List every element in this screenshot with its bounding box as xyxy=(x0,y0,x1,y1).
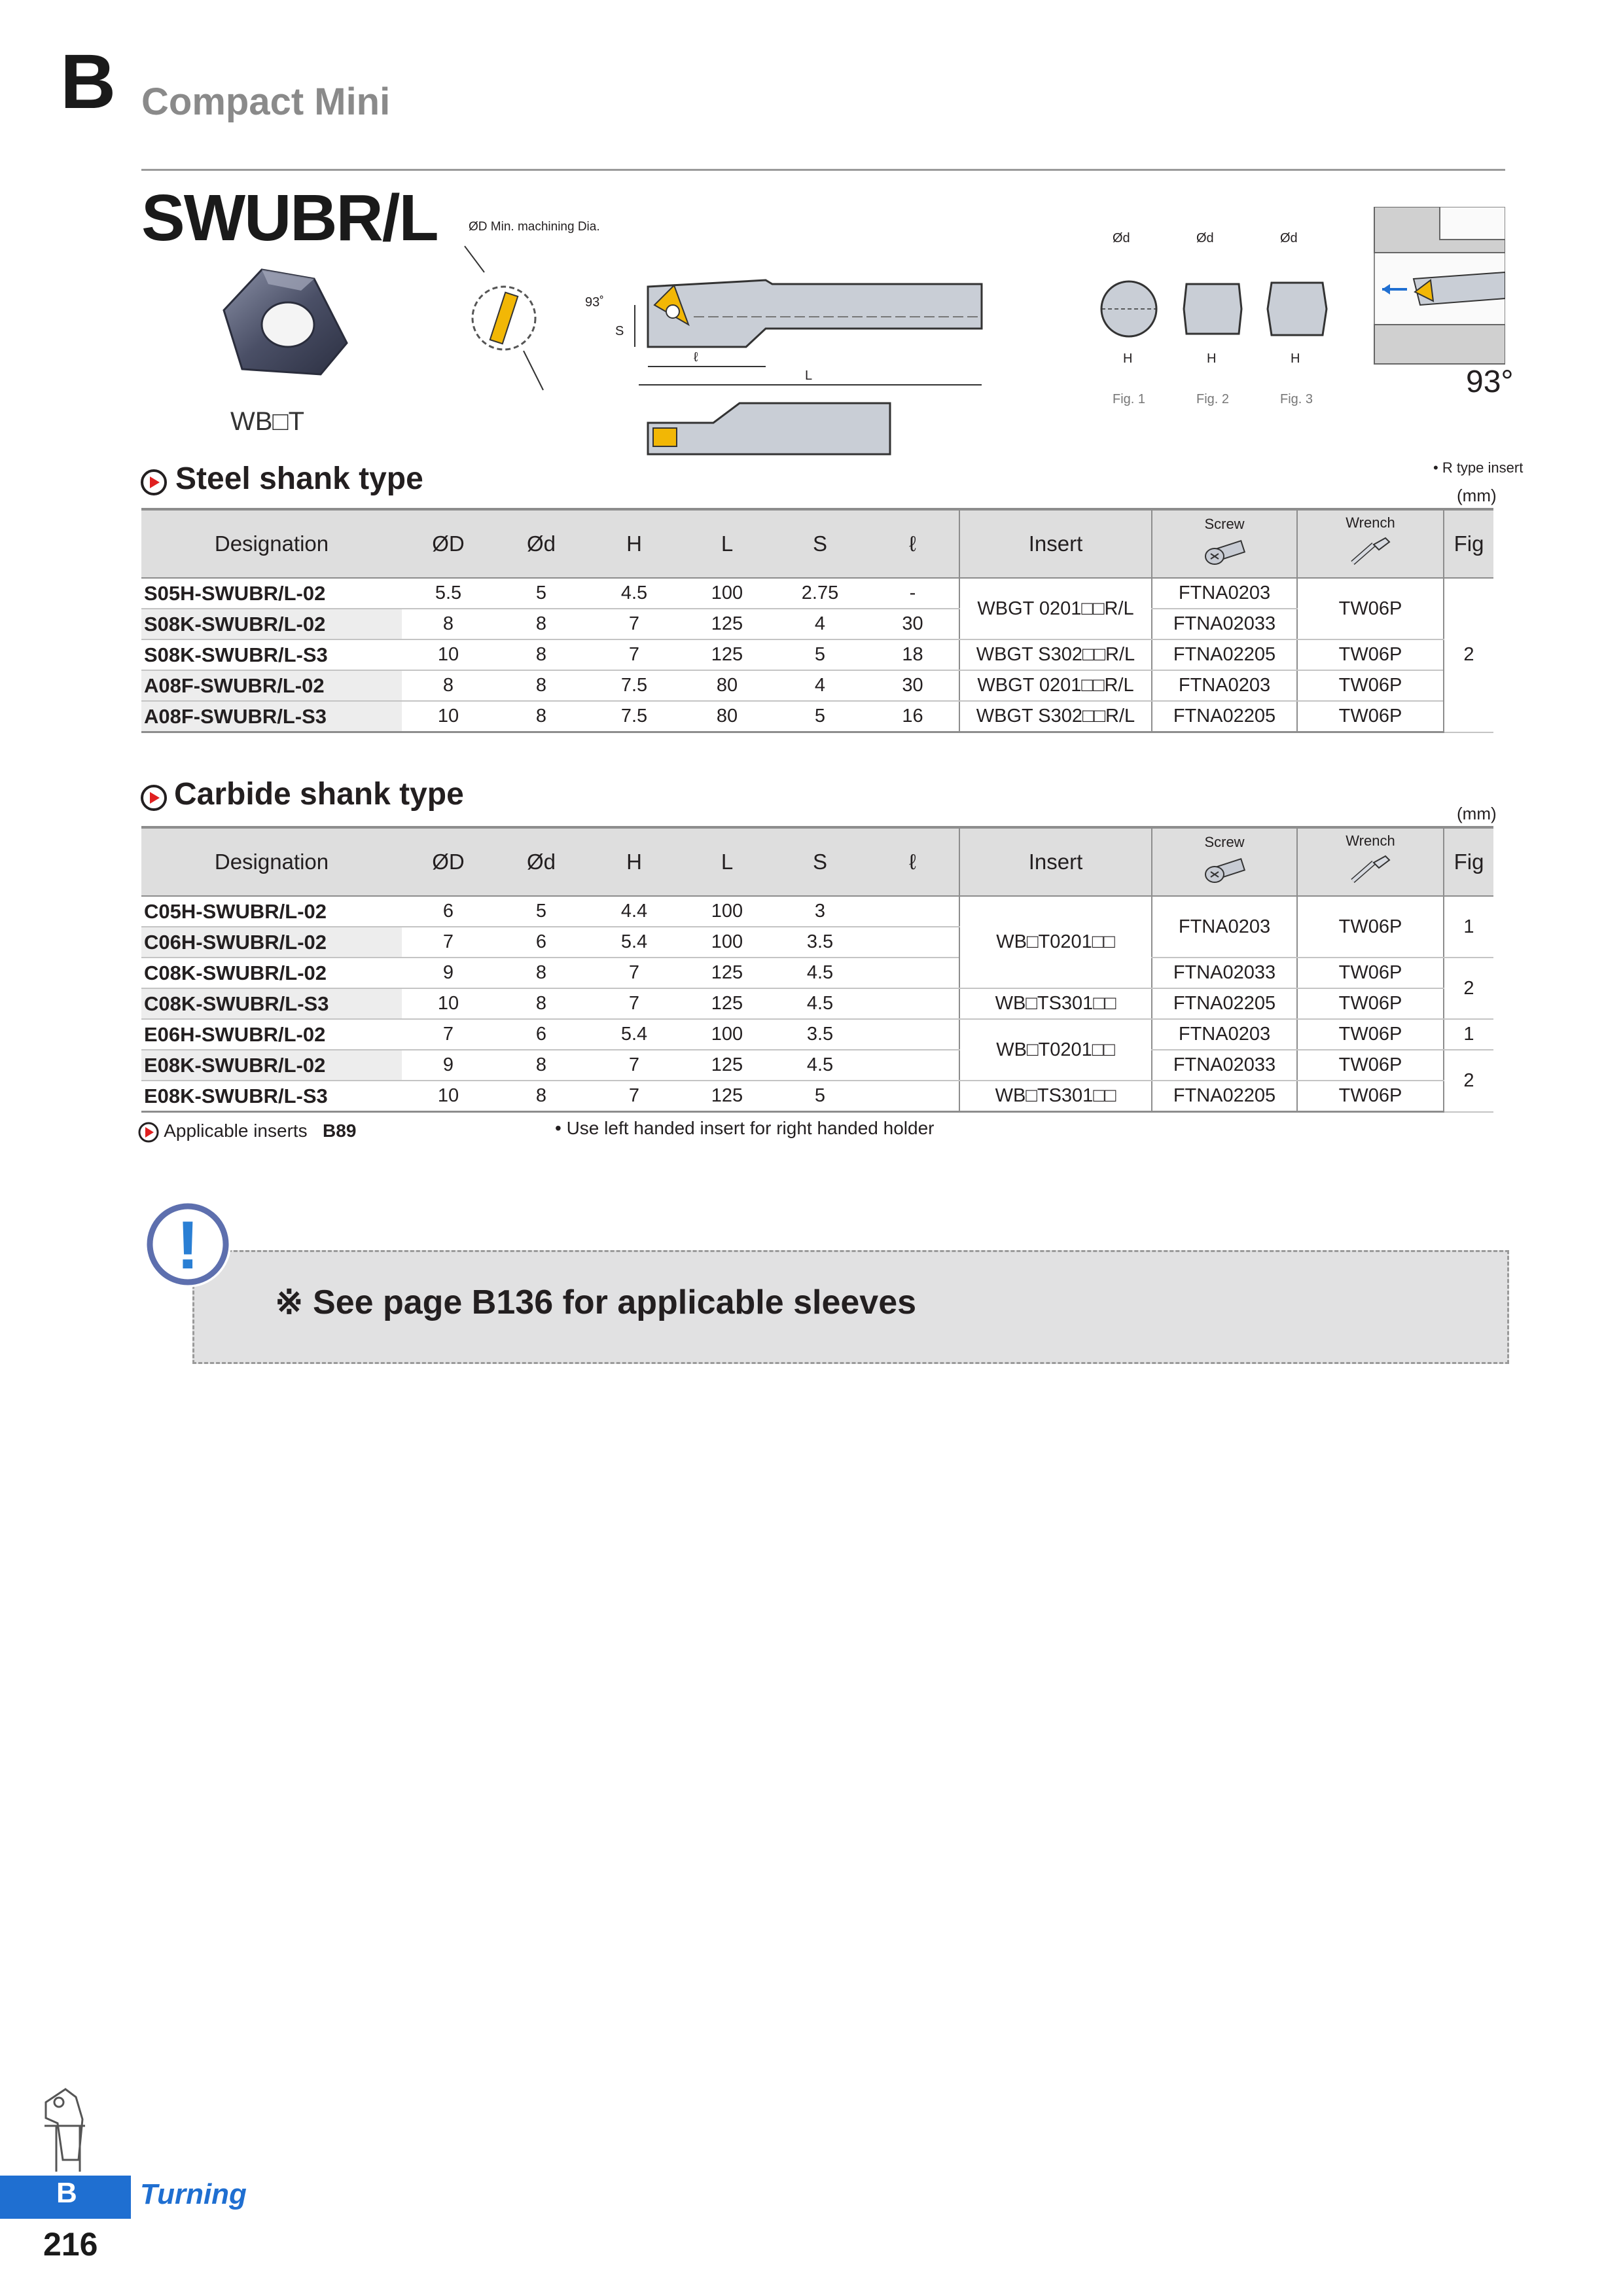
fig-cell: 2 xyxy=(1444,578,1493,732)
col-od: ØD xyxy=(402,509,495,578)
screw-cell: FTNA0203 xyxy=(1152,1019,1297,1050)
sd-cell: 8 xyxy=(495,609,588,639)
s-cell: 4.5 xyxy=(774,958,866,988)
angle-small-label: 93˚ xyxy=(585,295,604,310)
col-designation: Designation xyxy=(141,827,402,896)
length-label: L xyxy=(805,368,813,383)
fig2-od-label: Ød xyxy=(1196,231,1214,245)
h-cell: 7 xyxy=(588,988,681,1019)
col-screw-label: Screw xyxy=(1204,516,1245,532)
fig3-caption: Fig. 3 xyxy=(1280,392,1313,406)
turning-tool-icon xyxy=(39,2087,98,2176)
insert-cell: WBGT S302□□R/L xyxy=(959,701,1152,732)
fig-cell: 1 xyxy=(1444,896,1493,958)
fig3-h-label: H xyxy=(1291,351,1300,366)
applicable-label: Applicable inserts xyxy=(164,1121,308,1141)
screw-cell: FTNA02033 xyxy=(1152,958,1297,988)
section-name: Compact Mini xyxy=(141,81,391,123)
wrench-cell: TW06P xyxy=(1297,578,1444,639)
footer-section-letter: B xyxy=(56,2177,77,2209)
bore-section-view xyxy=(465,246,543,390)
l-cell: 100 xyxy=(681,578,774,609)
screw-cell: FTNA02033 xyxy=(1152,609,1297,639)
s-cell: 4.5 xyxy=(774,1050,866,1081)
designation-cell: C06H-SWUBR/L-02 xyxy=(141,927,402,958)
screw-cell: FTNA0203 xyxy=(1152,670,1297,701)
sd-cell: 5 xyxy=(495,578,588,609)
col-fig: Fig xyxy=(1444,509,1493,578)
designation-cell: E08K-SWUBR/L-02 xyxy=(141,1050,402,1081)
min-dia-label: ØD Min. machining Dia. xyxy=(469,220,600,234)
s-cell: 3.5 xyxy=(774,927,866,958)
od-cell: 8 xyxy=(402,670,495,701)
table-header-row xyxy=(141,827,1493,896)
col-fig: Fig xyxy=(1444,827,1493,896)
od-cell: 6 xyxy=(402,896,495,927)
sd-cell: 8 xyxy=(495,639,588,670)
od-cell: 10 xyxy=(402,639,495,670)
table-row xyxy=(141,1081,1493,1112)
s-label: S xyxy=(615,324,624,338)
designation-cell: S05H-SWUBR/L-02 xyxy=(141,578,402,609)
h-cell: 5.4 xyxy=(588,1019,681,1050)
sd-cell: 8 xyxy=(495,988,588,1019)
screw-cell: FTNA0203 xyxy=(1152,578,1297,609)
ell-cell xyxy=(866,958,959,988)
callout-text: ※ See page B136 for applicable sleeves xyxy=(275,1283,917,1321)
col-s: S xyxy=(774,827,866,896)
col-l: L xyxy=(681,827,774,896)
fig1-h-label: H xyxy=(1123,351,1133,366)
bore-application-view xyxy=(1374,207,1505,364)
od-cell: 10 xyxy=(402,701,495,732)
s-cell: 5 xyxy=(774,1081,866,1112)
carbide-shank-table xyxy=(141,826,1493,1113)
wrench-cell: TW06P xyxy=(1297,670,1444,701)
carbide-section-title: Carbide shank type xyxy=(174,777,464,812)
h-cell: 7 xyxy=(588,1081,681,1112)
insert-cell: WB□TS301□□ xyxy=(959,1081,1152,1112)
h-cell: 7 xyxy=(588,1050,681,1081)
sd-cell: 8 xyxy=(495,958,588,988)
screw-icon xyxy=(1202,853,1247,885)
screw-cell: FTNA02205 xyxy=(1152,639,1297,670)
designation-cell: A08F-SWUBR/L-S3 xyxy=(141,701,402,732)
od-cell: 7 xyxy=(402,1019,495,1050)
section-letter: B xyxy=(60,39,116,125)
h-cell: 7 xyxy=(588,639,681,670)
l-cell: 125 xyxy=(681,639,774,670)
ell-cell: 16 xyxy=(866,701,959,732)
ell-cell xyxy=(866,1081,959,1112)
wrench-cell: TW06P xyxy=(1297,1019,1444,1050)
col-wrench-label: Wrench xyxy=(1346,514,1395,531)
designation-cell: E08K-SWUBR/L-S3 xyxy=(141,1081,402,1112)
table-row xyxy=(141,701,1493,732)
fig-cell: 1 xyxy=(1444,1019,1493,1050)
col-ell: ℓ xyxy=(866,827,959,896)
fig2-cross-section xyxy=(1184,231,1241,406)
applicable-inserts-note xyxy=(137,1121,356,1143)
l-cell: 100 xyxy=(681,927,774,958)
col-h: H xyxy=(588,509,681,578)
col-screw xyxy=(1152,509,1297,578)
wrench-cell: TW06P xyxy=(1297,958,1444,988)
h-cell: 5.4 xyxy=(588,927,681,958)
designation-cell: A08F-SWUBR/L-02 xyxy=(141,670,402,701)
h-cell: 7.5 xyxy=(588,670,681,701)
col-wrench xyxy=(1297,509,1444,578)
fig3-cross-section xyxy=(1268,231,1327,406)
table-row xyxy=(141,639,1493,670)
fig1-caption: Fig. 1 xyxy=(1113,392,1146,406)
table-row xyxy=(141,1050,1493,1081)
col-designation: Designation xyxy=(141,509,402,578)
od-cell: 10 xyxy=(402,988,495,1019)
screw-cell: FTNA02205 xyxy=(1152,988,1297,1019)
h-cell: 4.4 xyxy=(588,896,681,927)
exclamation-mark: ! xyxy=(176,1208,200,1283)
table-header-row xyxy=(141,509,1493,578)
footer-category: Turning xyxy=(140,2178,247,2210)
designation-cell: C08K-SWUBR/L-02 xyxy=(141,958,402,988)
holder-top-view xyxy=(585,280,982,385)
col-sd: Ød xyxy=(495,509,588,578)
s-cell: 5 xyxy=(774,701,866,732)
table-row xyxy=(141,958,1493,988)
sd-cell: 5 xyxy=(495,896,588,927)
wrench-cell: TW06P xyxy=(1297,701,1444,732)
s-cell: 2.75 xyxy=(774,578,866,609)
col-sd: Ød xyxy=(495,827,588,896)
s-cell: 4.5 xyxy=(774,988,866,1019)
col-h: H xyxy=(588,827,681,896)
insert-cell: WB□TS301□□ xyxy=(959,988,1152,1019)
designation-cell: C08K-SWUBR/L-S3 xyxy=(141,988,402,1019)
od-cell: 9 xyxy=(402,958,495,988)
fig1-od-label: Ød xyxy=(1113,231,1130,245)
exclamation-icon xyxy=(139,1195,237,1293)
holder-diagram xyxy=(458,207,1505,469)
col-s: S xyxy=(774,509,866,578)
h-cell: 7 xyxy=(588,958,681,988)
screw-cell: FTNA02205 xyxy=(1152,701,1297,732)
col-wrench-label: Wrench xyxy=(1346,833,1395,849)
s-cell: 4 xyxy=(774,670,866,701)
col-l: L xyxy=(681,509,774,578)
s-cell: 4 xyxy=(774,609,866,639)
wrench-icon xyxy=(1347,852,1393,886)
ell-cell xyxy=(866,896,959,927)
fig-cell: 2 xyxy=(1444,1050,1493,1112)
sd-cell: 8 xyxy=(495,670,588,701)
h-cell: 4.5 xyxy=(588,578,681,609)
designation-cell: S08K-SWUBR/L-02 xyxy=(141,609,402,639)
od-cell: 10 xyxy=(402,1081,495,1112)
screw-cell: FTNA0203 xyxy=(1152,896,1297,958)
col-insert: Insert xyxy=(959,827,1152,896)
l-cell: 125 xyxy=(681,988,774,1019)
insert-cell: WBGT 0201□□R/L xyxy=(959,578,1152,639)
s-cell: 5 xyxy=(774,639,866,670)
h-cell: 7 xyxy=(588,609,681,639)
r-type-note: • R type insert xyxy=(1433,459,1524,476)
holder-side-view xyxy=(648,403,890,454)
l-cell: 125 xyxy=(681,958,774,988)
insert-cell: WBGT S302□□R/L xyxy=(959,639,1152,670)
insert-cell: WBGT 0201□□R/L xyxy=(959,670,1152,701)
sd-cell: 8 xyxy=(495,1081,588,1112)
col-od: ØD xyxy=(402,827,495,896)
col-screw-label: Screw xyxy=(1204,834,1245,850)
ell-cell xyxy=(866,988,959,1019)
wrench-cell: TW06P xyxy=(1297,988,1444,1019)
sd-cell: 6 xyxy=(495,1019,588,1050)
insert-cell: WB□T0201□□ xyxy=(959,1019,1152,1081)
ell-label: ℓ xyxy=(694,350,698,365)
insert-image xyxy=(216,264,360,382)
table-row xyxy=(141,670,1493,701)
table-row xyxy=(141,988,1493,1019)
l-cell: 100 xyxy=(681,896,774,927)
section-bullet-icon xyxy=(140,469,168,496)
page-number: 216 xyxy=(43,2226,98,2263)
wrench-cell: TW06P xyxy=(1297,1081,1444,1112)
col-ell: ℓ xyxy=(866,509,959,578)
od-cell: 8 xyxy=(402,609,495,639)
designation-cell: S08K-SWUBR/L-S3 xyxy=(141,639,402,670)
approach-angle: 93° xyxy=(1466,365,1514,399)
steel-shank-table xyxy=(141,508,1493,733)
fig2-caption: Fig. 2 xyxy=(1196,392,1230,406)
carbide-unit: (mm) xyxy=(1457,804,1497,823)
l-cell: 80 xyxy=(681,670,774,701)
steel-unit: (mm) xyxy=(1457,486,1497,505)
sd-cell: 8 xyxy=(495,701,588,732)
s-cell: 3 xyxy=(774,896,866,927)
fig1-cross-section xyxy=(1101,231,1156,406)
header-divider xyxy=(141,169,1505,171)
section-bullet-icon xyxy=(137,1121,160,1143)
screw-cell: FTNA02033 xyxy=(1152,1050,1297,1081)
ell-cell xyxy=(866,1019,959,1050)
l-cell: 125 xyxy=(681,1081,774,1112)
col-wrench xyxy=(1297,827,1444,896)
ell-cell: - xyxy=(866,578,959,609)
ell-cell xyxy=(866,1050,959,1081)
od-cell: 7 xyxy=(402,927,495,958)
insert-cell: WB□T0201□□ xyxy=(959,896,1152,988)
od-cell: 9 xyxy=(402,1050,495,1081)
table-row xyxy=(141,1019,1493,1050)
col-screw xyxy=(1152,827,1297,896)
section-bullet-icon xyxy=(140,784,168,812)
applicable-page-link[interactable]: B89 xyxy=(323,1121,357,1141)
fig3-od-label: Ød xyxy=(1280,231,1298,245)
fig2-h-label: H xyxy=(1207,351,1217,366)
sd-cell: 8 xyxy=(495,1050,588,1081)
left-hand-note: • Use left handed insert for right handed holder xyxy=(555,1118,935,1138)
designation-cell: E06H-SWUBR/L-02 xyxy=(141,1019,402,1050)
wrench-cell: TW06P xyxy=(1297,896,1444,958)
od-cell: 5.5 xyxy=(402,578,495,609)
wrench-cell: TW06P xyxy=(1297,1050,1444,1081)
table-row xyxy=(141,609,1493,639)
designation-cell: C05H-SWUBR/L-02 xyxy=(141,896,402,927)
ell-cell: 18 xyxy=(866,639,959,670)
ell-cell: 30 xyxy=(866,670,959,701)
table-row xyxy=(141,896,1493,927)
screw-cell: FTNA02205 xyxy=(1152,1081,1297,1112)
insert-code: WB□T xyxy=(230,407,305,436)
l-cell: 100 xyxy=(681,1019,774,1050)
l-cell: 80 xyxy=(681,701,774,732)
h-cell: 7.5 xyxy=(588,701,681,732)
s-cell: 3.5 xyxy=(774,1019,866,1050)
model-title: SWUBR/L xyxy=(141,181,438,255)
l-cell: 125 xyxy=(681,609,774,639)
steel-section-title: Steel shank type xyxy=(175,461,423,496)
screw-icon xyxy=(1202,535,1247,567)
ell-cell xyxy=(866,927,959,958)
sd-cell: 6 xyxy=(495,927,588,958)
l-cell: 125 xyxy=(681,1050,774,1081)
wrench-icon xyxy=(1347,534,1393,568)
ell-cell: 30 xyxy=(866,609,959,639)
fig-cell: 2 xyxy=(1444,958,1493,1019)
table-row xyxy=(141,578,1493,609)
wrench-cell: TW06P xyxy=(1297,639,1444,670)
col-insert: Insert xyxy=(959,509,1152,578)
